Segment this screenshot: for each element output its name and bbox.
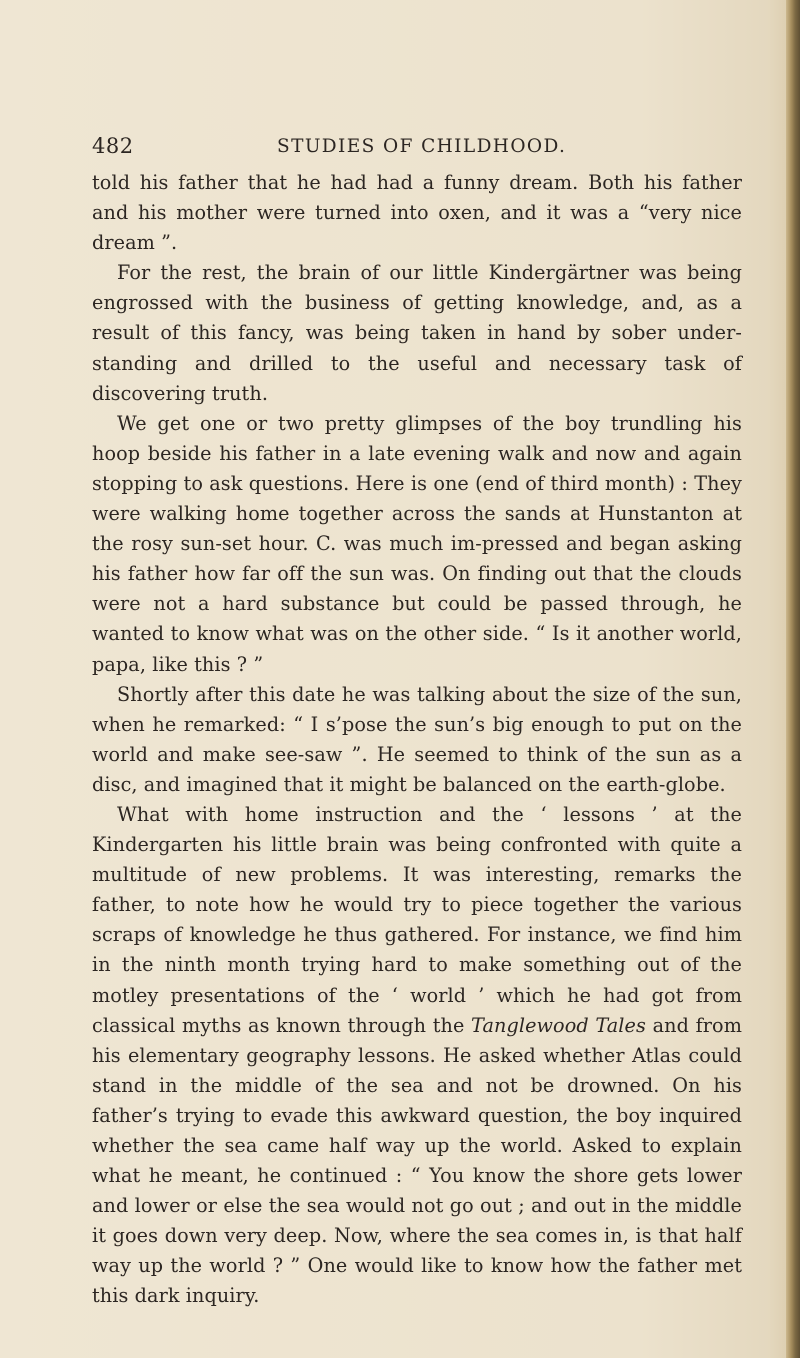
paragraph-4: Shortly after this date he was talking about the size of the sun, when he remarked: “ I s’pose the sun’s big enough to put on the world and make see-saw ”. He seemed to think of the sun as a disc, and imagined that it might be balanced on the earth-globe.: [92, 682, 742, 796]
page-edge-shadow: [786, 0, 800, 1358]
paragraph-5-text-before: What with home instruction and the ‘ lessons ’ at the Kindergarten his little brain was being confronted with quite a multitude of new problems. It was interesting, remarks the father, to note how he would try to piece together the various scraps of knowledge he thus gathered. For instance, we find him in the ninth month trying hard to make something out of the motley presentations of the ‘ world ’ which he had got from classical myths as known through the: [92, 802, 742, 1037]
page-number: 482: [92, 134, 134, 158]
book-title-tanglewood-tales: Tanglewood Tales: [471, 1013, 646, 1037]
paragraph-3: We get one or two pretty glimpses of the boy trundling his hoop beside his father in a late evening walk and now and again stopping to ask questions. Here is one (end of third month) : They were walking home together across the sands at Hunstanton at the rosy sun-set hour. C. was much im-pressed and began asking his father how far off the sun was. On finding out that the clouds were not a hard substance but could be passed through, he wanted to know what was on the other side. “ Is it another world, papa, like this ? ”: [92, 411, 742, 676]
paragraph-1: told his father that he had had a funny dream. Both his father and his mother were turned into oxen, and it was a “very nice dream ”.: [92, 171, 742, 255]
paragraph-5-text-after: and from his elementary geography lessons. He asked whether Atlas could stand in the middle of the sea and not be drowned. On his father’s trying to evade this awkward question, the boy inquired whether the sea came half way up the world. Asked to explain what he meant, he continued : “ You know the shore gets lower and lower or else the sea would not go out ; and out in the middle it goes down very deep. Now, where the sea comes in, is that half way up the world ? ” One would like to know how the father met this dark inquiry.: [92, 1013, 742, 1308]
paragraph-2: For the rest, the brain of our little Kindergärtner was being engrossed with the business of getting knowledge, and, as a result of this fancy, was being taken in hand by sober under-standing and drilled to the useful and necessary task of discovering truth.: [92, 261, 742, 405]
running-head: [92, 134, 742, 164]
running-title: STUDIES OF CHILDHOOD.: [277, 136, 567, 157]
body-text: [92, 168, 742, 1312]
paragraph-5: [92, 800, 742, 1312]
book-page: [92, 134, 742, 1312]
